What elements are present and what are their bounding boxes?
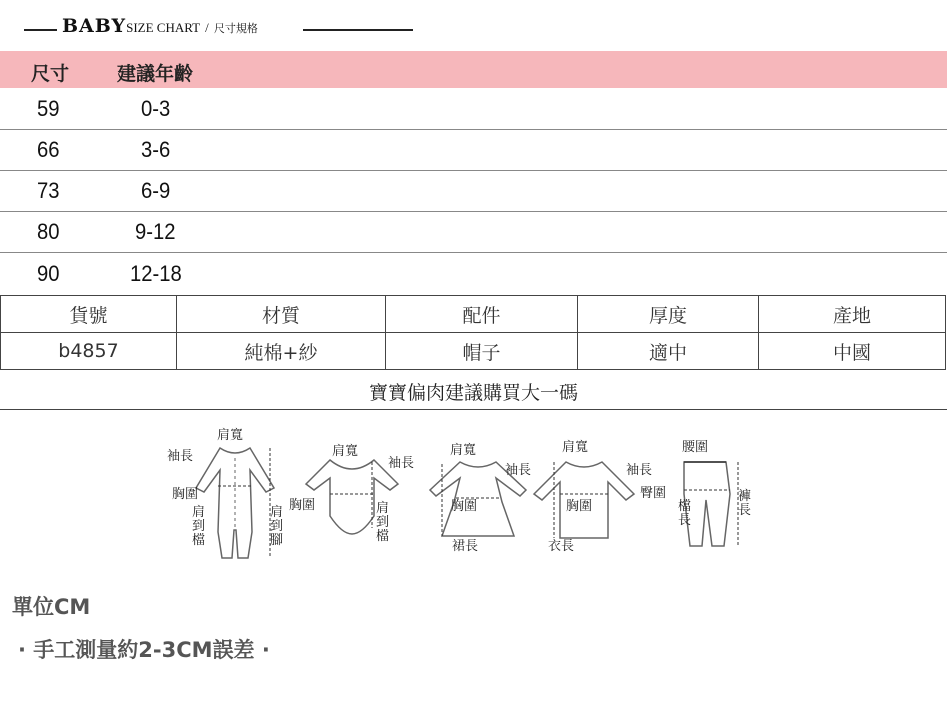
title-slash: /	[205, 20, 209, 35]
accessory-value: 帽子	[386, 333, 578, 370]
product-info-table	[0, 295, 946, 370]
sizing-notice-text: 寶寶偏肉建議購買大一碼	[368, 382, 578, 404]
size-column-header: 尺寸	[31, 63, 70, 85]
size-value: 90	[37, 261, 60, 286]
origin-header: 產地	[759, 296, 946, 333]
header-rule-right	[303, 29, 413, 31]
size-row	[0, 212, 947, 253]
size-row	[0, 171, 947, 212]
top-chest-label: 胸圍	[566, 499, 593, 514]
bodysuit-shoulder-label: 肩寬	[332, 444, 359, 459]
item-number-header: 貨號	[1, 296, 177, 333]
top-shoulder-label: 肩寬	[562, 440, 589, 455]
romper-chest-label: 胸圍	[172, 487, 199, 502]
romper-shoulder-crotch-label: 肩到檔	[192, 505, 206, 548]
romper-shoulder-label: 肩寬	[217, 428, 244, 443]
romper-shoulder-foot-label: 肩到腳	[270, 505, 284, 548]
material-header: 材質	[177, 296, 386, 333]
size-value: 73	[37, 178, 60, 203]
top-sleeve-label: 袖長	[626, 463, 653, 478]
pants-length-label: 褲長	[738, 489, 752, 518]
pants-hip-label: 臀圍	[640, 486, 667, 501]
age-column-header: 建議年齡	[117, 63, 194, 85]
size-chart-title	[62, 15, 258, 37]
bodysuit-shoulder-crotch-label: 肩到檔	[376, 501, 390, 544]
accessory-header: 配件	[386, 296, 578, 333]
age-value: 3-6	[141, 137, 171, 162]
age-value: 12-18	[130, 261, 182, 286]
dress-shoulder-label: 肩寬	[450, 443, 477, 458]
size-value: 80	[37, 219, 60, 244]
measurement-diagram	[0, 420, 947, 570]
brand-label: BABY	[62, 15, 127, 37]
pants-crotch-label: 檔長	[678, 499, 692, 528]
dress-skirt-length-label: 裙長	[452, 539, 479, 554]
header-rule-left	[24, 29, 57, 31]
chart-label-cn: 尺寸規格	[213, 22, 258, 35]
thickness-header: 厚度	[578, 296, 759, 333]
bodysuit-sleeve-label: 袖長	[388, 456, 415, 471]
measurement-note: · 手工測量約2-3CM誤差 ·	[18, 638, 270, 662]
sizing-notice	[0, 371, 947, 410]
chart-label: SIZE CHART	[126, 20, 201, 35]
unit-label: 單位CM	[12, 595, 91, 619]
romper-sleeve-label: 袖長	[167, 449, 194, 464]
info-value-row	[1, 333, 946, 370]
origin-value: 中國	[759, 333, 946, 370]
size-row	[0, 254, 947, 295]
age-value: 9-12	[135, 219, 176, 244]
row-divider	[0, 252, 947, 253]
top-length-label: 衣長	[548, 539, 575, 554]
top-illustration	[532, 454, 636, 542]
bodysuit-chest-label: 胸圍	[289, 498, 316, 513]
dress-chest-label: 胸圍	[451, 499, 478, 514]
size-table-header	[0, 51, 947, 88]
size-row	[0, 130, 947, 171]
age-value: 6-9	[141, 178, 171, 203]
pants-waist-label: 腰圍	[682, 440, 709, 455]
material-value: 純棉+紗	[177, 333, 386, 370]
info-header-row	[1, 296, 946, 333]
age-value: 0-3	[141, 96, 171, 121]
size-value: 66	[37, 137, 60, 162]
dress-sleeve-label: 袖長	[505, 463, 532, 478]
thickness-value: 適中	[578, 333, 759, 370]
size-row	[0, 89, 947, 130]
size-value: 59	[37, 96, 60, 121]
item-number-value: b4857	[1, 333, 177, 370]
